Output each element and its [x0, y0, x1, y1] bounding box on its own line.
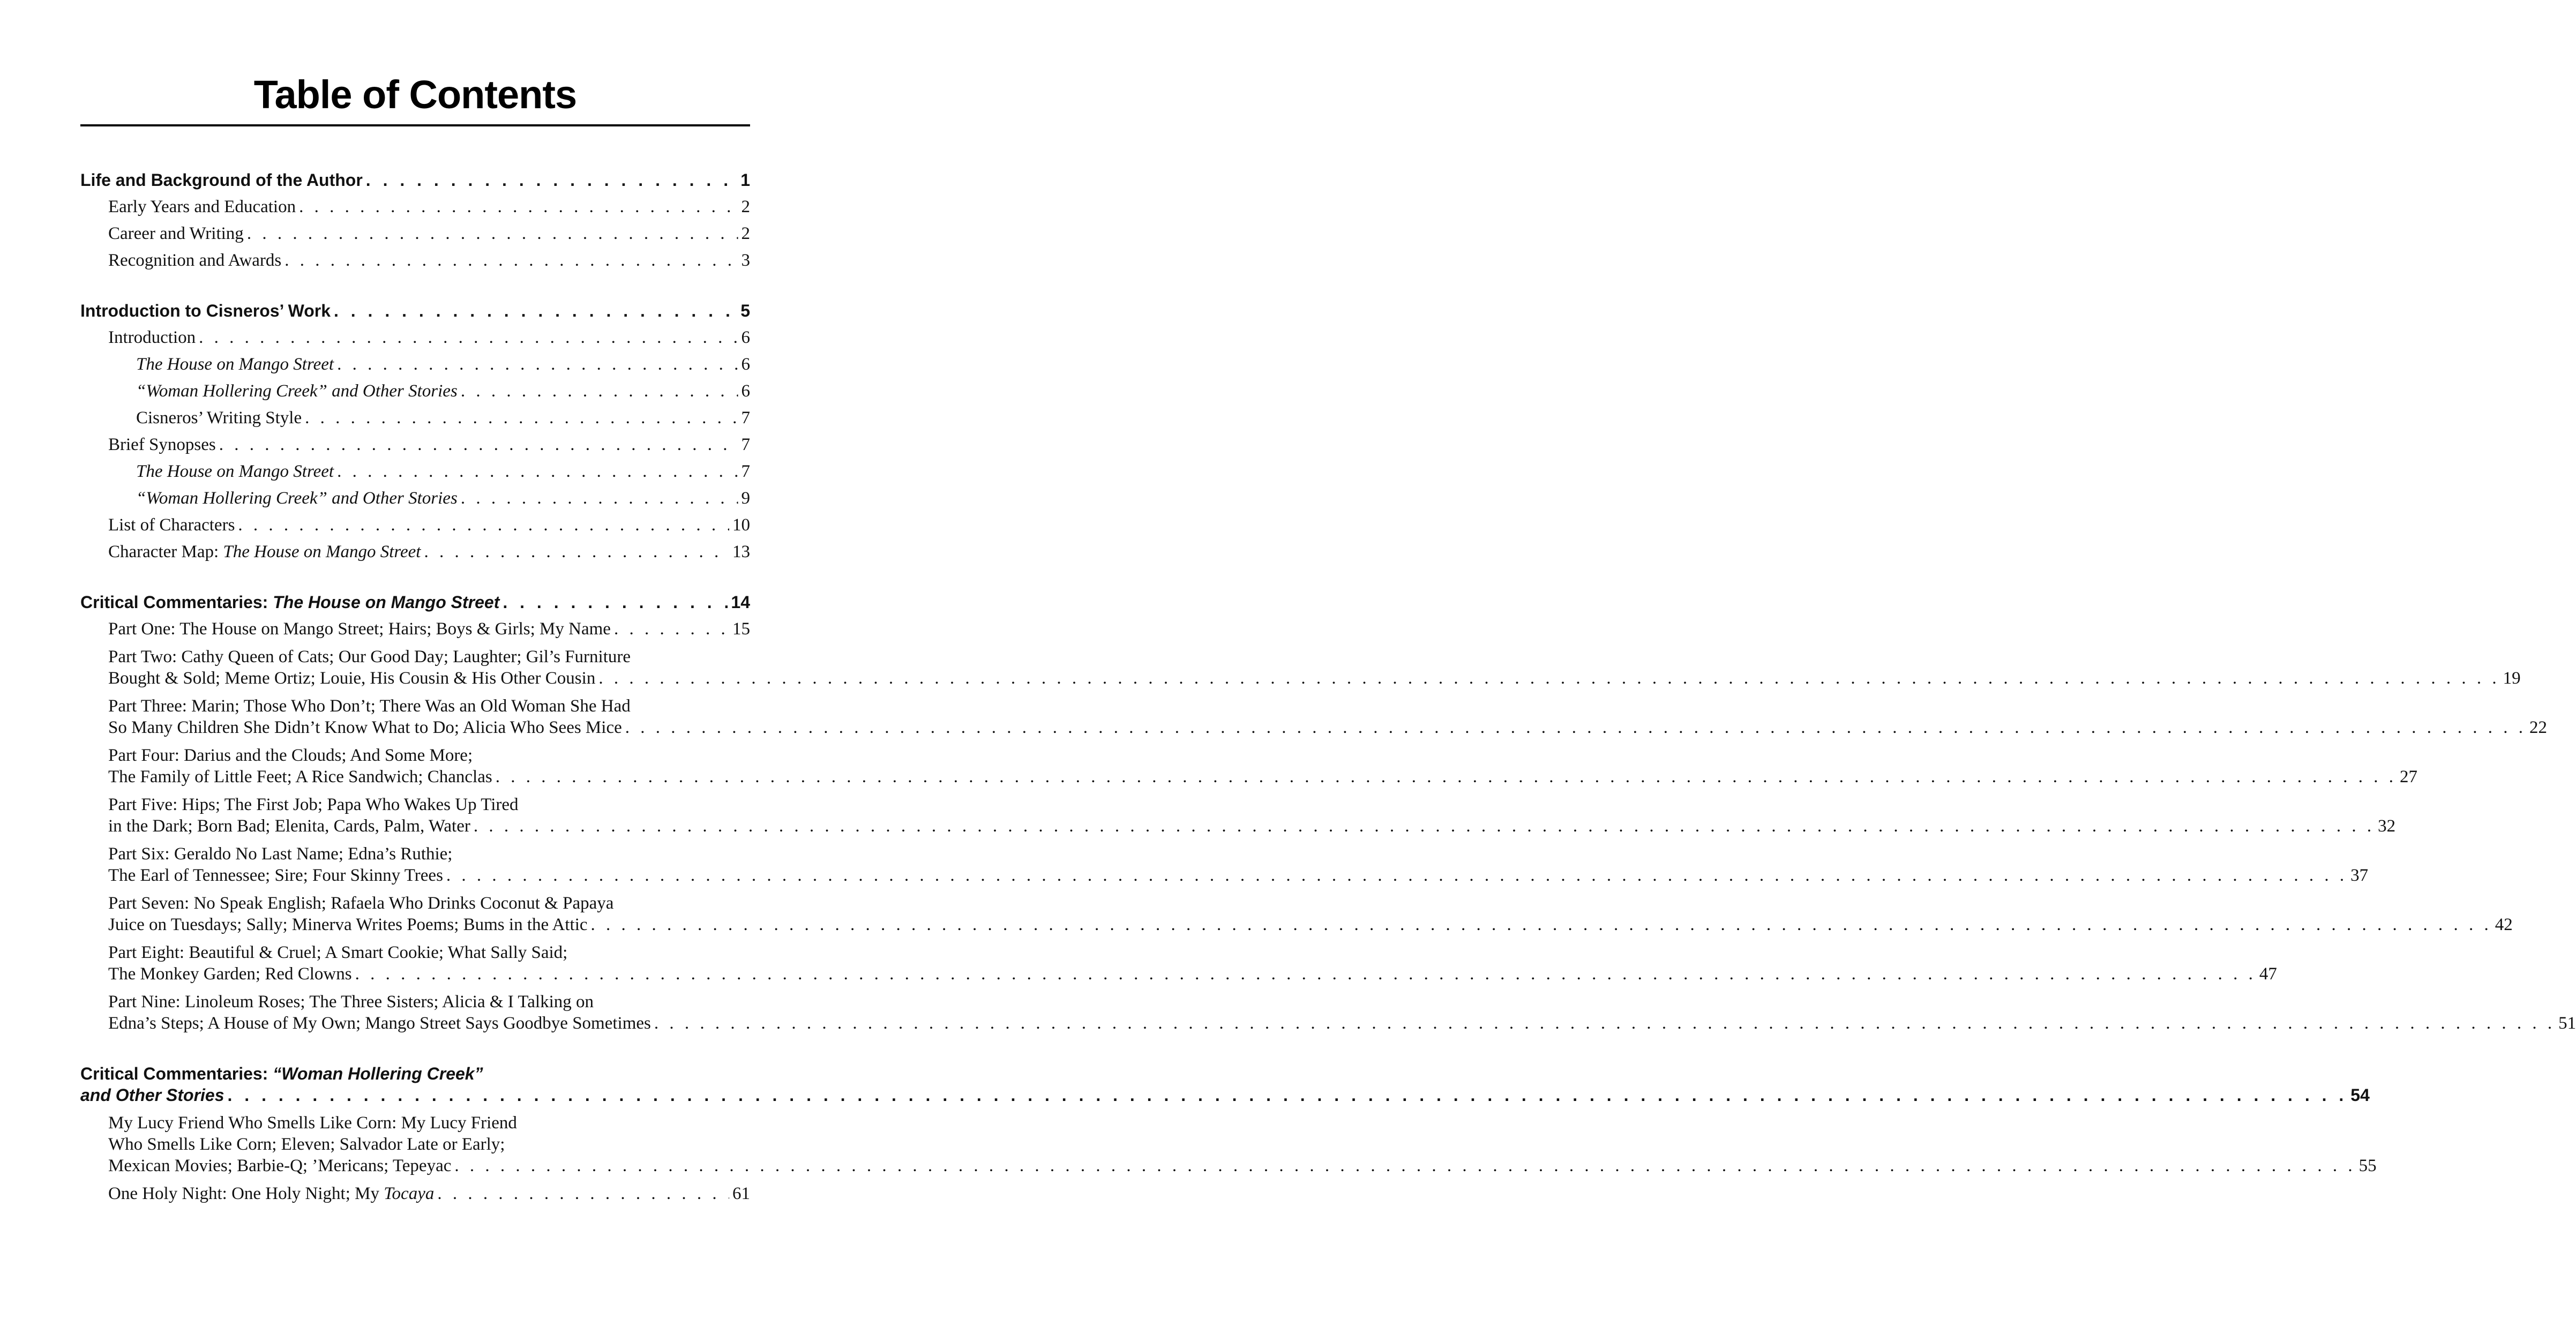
page-number: 10 [732, 515, 750, 535]
toc-entry[interactable]: My Lucy Friend Who Smells Like Corn: My Lucy Friend Who Smells Like Corn; Eleven; Salvador Late or Early; Mexican Movies; Barbie-Q; ’Mericans; Tepeyac . . . 55 [80, 1112, 750, 1177]
toc-heading[interactable]: Introduction to Cisneros’ Work . . . 5 [80, 300, 750, 321]
toc-entry[interactable]: Early Years and Education . . . 2 [80, 196, 750, 218]
dot-leader [284, 250, 738, 271]
toc-page [80, 72, 2576, 1204]
dot-leader [437, 1183, 729, 1204]
page-title: Table of Contents [80, 75, 750, 126]
dot-leader [614, 618, 729, 640]
toc-section-woman-hollering-creek [80, 1063, 2377, 1204]
toc-entry[interactable]: Introduction . . . 6 [80, 327, 750, 348]
toc-heading[interactable]: Critical Commentaries: The House on Mango Street . . . 14 [80, 591, 750, 613]
page-number: 7 [741, 462, 750, 481]
dot-leader [334, 300, 737, 321]
page-number: 32 [2378, 816, 2396, 836]
dot-leader [219, 434, 738, 455]
page-number: 2 [741, 224, 750, 243]
dot-leader [299, 196, 738, 218]
toc-subentry[interactable]: The House on Mango Street . . . 6 [80, 354, 750, 375]
dot-leader [355, 963, 2256, 985]
page-number: 2 [741, 197, 750, 216]
toc-section-mango-street [80, 591, 2576, 1034]
dot-leader [454, 1155, 2355, 1177]
dot-leader [424, 541, 729, 563]
dot-leader [238, 514, 729, 536]
page-number: 6 [741, 381, 750, 401]
dot-leader [446, 865, 2347, 886]
toc-entry[interactable]: Part Five: Hips; The First Job; Papa Who Wakes Up Tired in the Dark; Born Bad; Elenita, Cards, Palm, Water . . . 32 [80, 794, 750, 837]
toc-entry[interactable]: Part Two: Cathy Queen of Cats; Our Good Day; Laughter; Gil’s Furniture Bought & Sold; Meme Ortiz; Louie, His Cousin & His Other Cousin . . . 19 [80, 646, 750, 689]
page-number: 42 [2495, 915, 2513, 934]
dot-leader [474, 815, 2375, 837]
page-number: 61 [732, 1184, 750, 1203]
dot-leader [625, 717, 2526, 738]
toc-heading[interactable]: Critical Commentaries: “Woman Hollering Creek” and Other Stories . . . 54 [80, 1063, 750, 1106]
page-number: 7 [741, 435, 750, 454]
toc-entry[interactable]: Part Four: Darius and the Clouds; And Some More; The Family of Little Feet; A Rice Sandwich; Chanclas . . . 27 [80, 745, 750, 788]
dot-leader [496, 766, 2397, 788]
dot-leader [228, 1084, 2348, 1106]
page-number: 1 [740, 170, 750, 190]
page-number: 3 [741, 251, 750, 270]
dot-leader [591, 914, 2492, 935]
toc-entry[interactable]: Career and Writing . . . 2 [80, 223, 750, 244]
dot-leader [654, 1013, 2555, 1034]
page-number: 13 [732, 542, 750, 561]
page-number: 55 [2358, 1156, 2377, 1175]
page-number: 19 [2503, 669, 2521, 688]
page-number: 9 [741, 489, 750, 508]
dot-leader [598, 668, 2499, 689]
toc-subentry[interactable]: The House on Mango Street . . . 7 [80, 461, 750, 482]
toc-entry[interactable]: List of Characters . . . 10 [80, 514, 750, 536]
page-number: 47 [2259, 964, 2277, 984]
toc-entry[interactable]: Part Eight: Beautiful & Cruel; A Smart Cookie; What Sally Said; The Monkey Garden; Red Clowns . . . 47 [80, 942, 750, 985]
toc-entry[interactable]: Part One: The House on Mango Street; Hairs; Boys & Girls; My Name . . . 15 [80, 618, 750, 640]
toc-subentry[interactable]: Cisneros’ Writing Style . . . 7 [80, 407, 750, 429]
toc-entry[interactable]: Character Map: The House on Mango Street . . . 13 [80, 541, 750, 563]
toc-section-life [80, 169, 750, 271]
page-number: 7 [741, 408, 750, 428]
dot-leader [247, 223, 738, 244]
toc-entry[interactable]: Part Three: Marin; Those Who Don’t; There Was an Old Woman She Had So Many Children She Didn’t Know What to Do; Alicia Who Sees Mice . . . 22 [80, 695, 750, 738]
dot-leader [461, 380, 738, 402]
toc-section-introduction [80, 300, 750, 563]
dot-leader [461, 488, 738, 509]
dot-leader [305, 407, 738, 429]
dot-leader [366, 169, 737, 191]
page-number: 5 [740, 301, 750, 320]
page-number: 22 [2529, 718, 2547, 737]
toc-entry[interactable]: Brief Synopses . . . 7 [80, 434, 750, 455]
toc-subentry[interactable]: “Woman Hollering Creek” and Other Stories . . . 6 [80, 380, 750, 402]
dot-leader [199, 327, 738, 348]
toc-entry[interactable]: Part Seven: No Speak English; Rafaela Who Drinks Coconut & Papaya Juice on Tuesdays; Sally; Minerva Writes Poems; Bums in the Attic . . . 42 [80, 893, 750, 935]
dot-leader [337, 354, 738, 375]
dot-leader [337, 461, 738, 482]
toc-entry[interactable]: One Holy Night: One Holy Night; My Tocaya . . . 61 [80, 1183, 750, 1204]
toc-heading[interactable]: Life and Background of the Author . . . 1 [80, 169, 750, 191]
toc-subentry[interactable]: “Woman Hollering Creek” and Other Stories . . . 9 [80, 488, 750, 509]
toc-entry[interactable]: Recognition and Awards . . . 3 [80, 250, 750, 271]
page-number: 14 [731, 593, 750, 612]
page-number: 51 [2558, 1014, 2576, 1033]
page-number: 27 [2399, 767, 2417, 786]
page-number: 6 [741, 355, 750, 374]
page-number: 37 [2350, 866, 2369, 885]
page-number: 6 [741, 328, 750, 347]
toc-entry[interactable]: Part Six: Geraldo No Last Name; Edna’s Ruthie; The Earl of Tennessee; Sire; Four Skinny Trees . . . 37 [80, 843, 750, 886]
toc-entry[interactable]: Part Nine: Linoleum Roses; The Three Sisters; Alicia & I Talking on Edna’s Steps; A House of My Own; Mango Street Says Goodbye Sometimes . . . 51 [80, 991, 750, 1034]
dot-leader [503, 591, 728, 613]
page-number: 54 [2350, 1085, 2370, 1105]
page-number: 15 [732, 619, 750, 639]
